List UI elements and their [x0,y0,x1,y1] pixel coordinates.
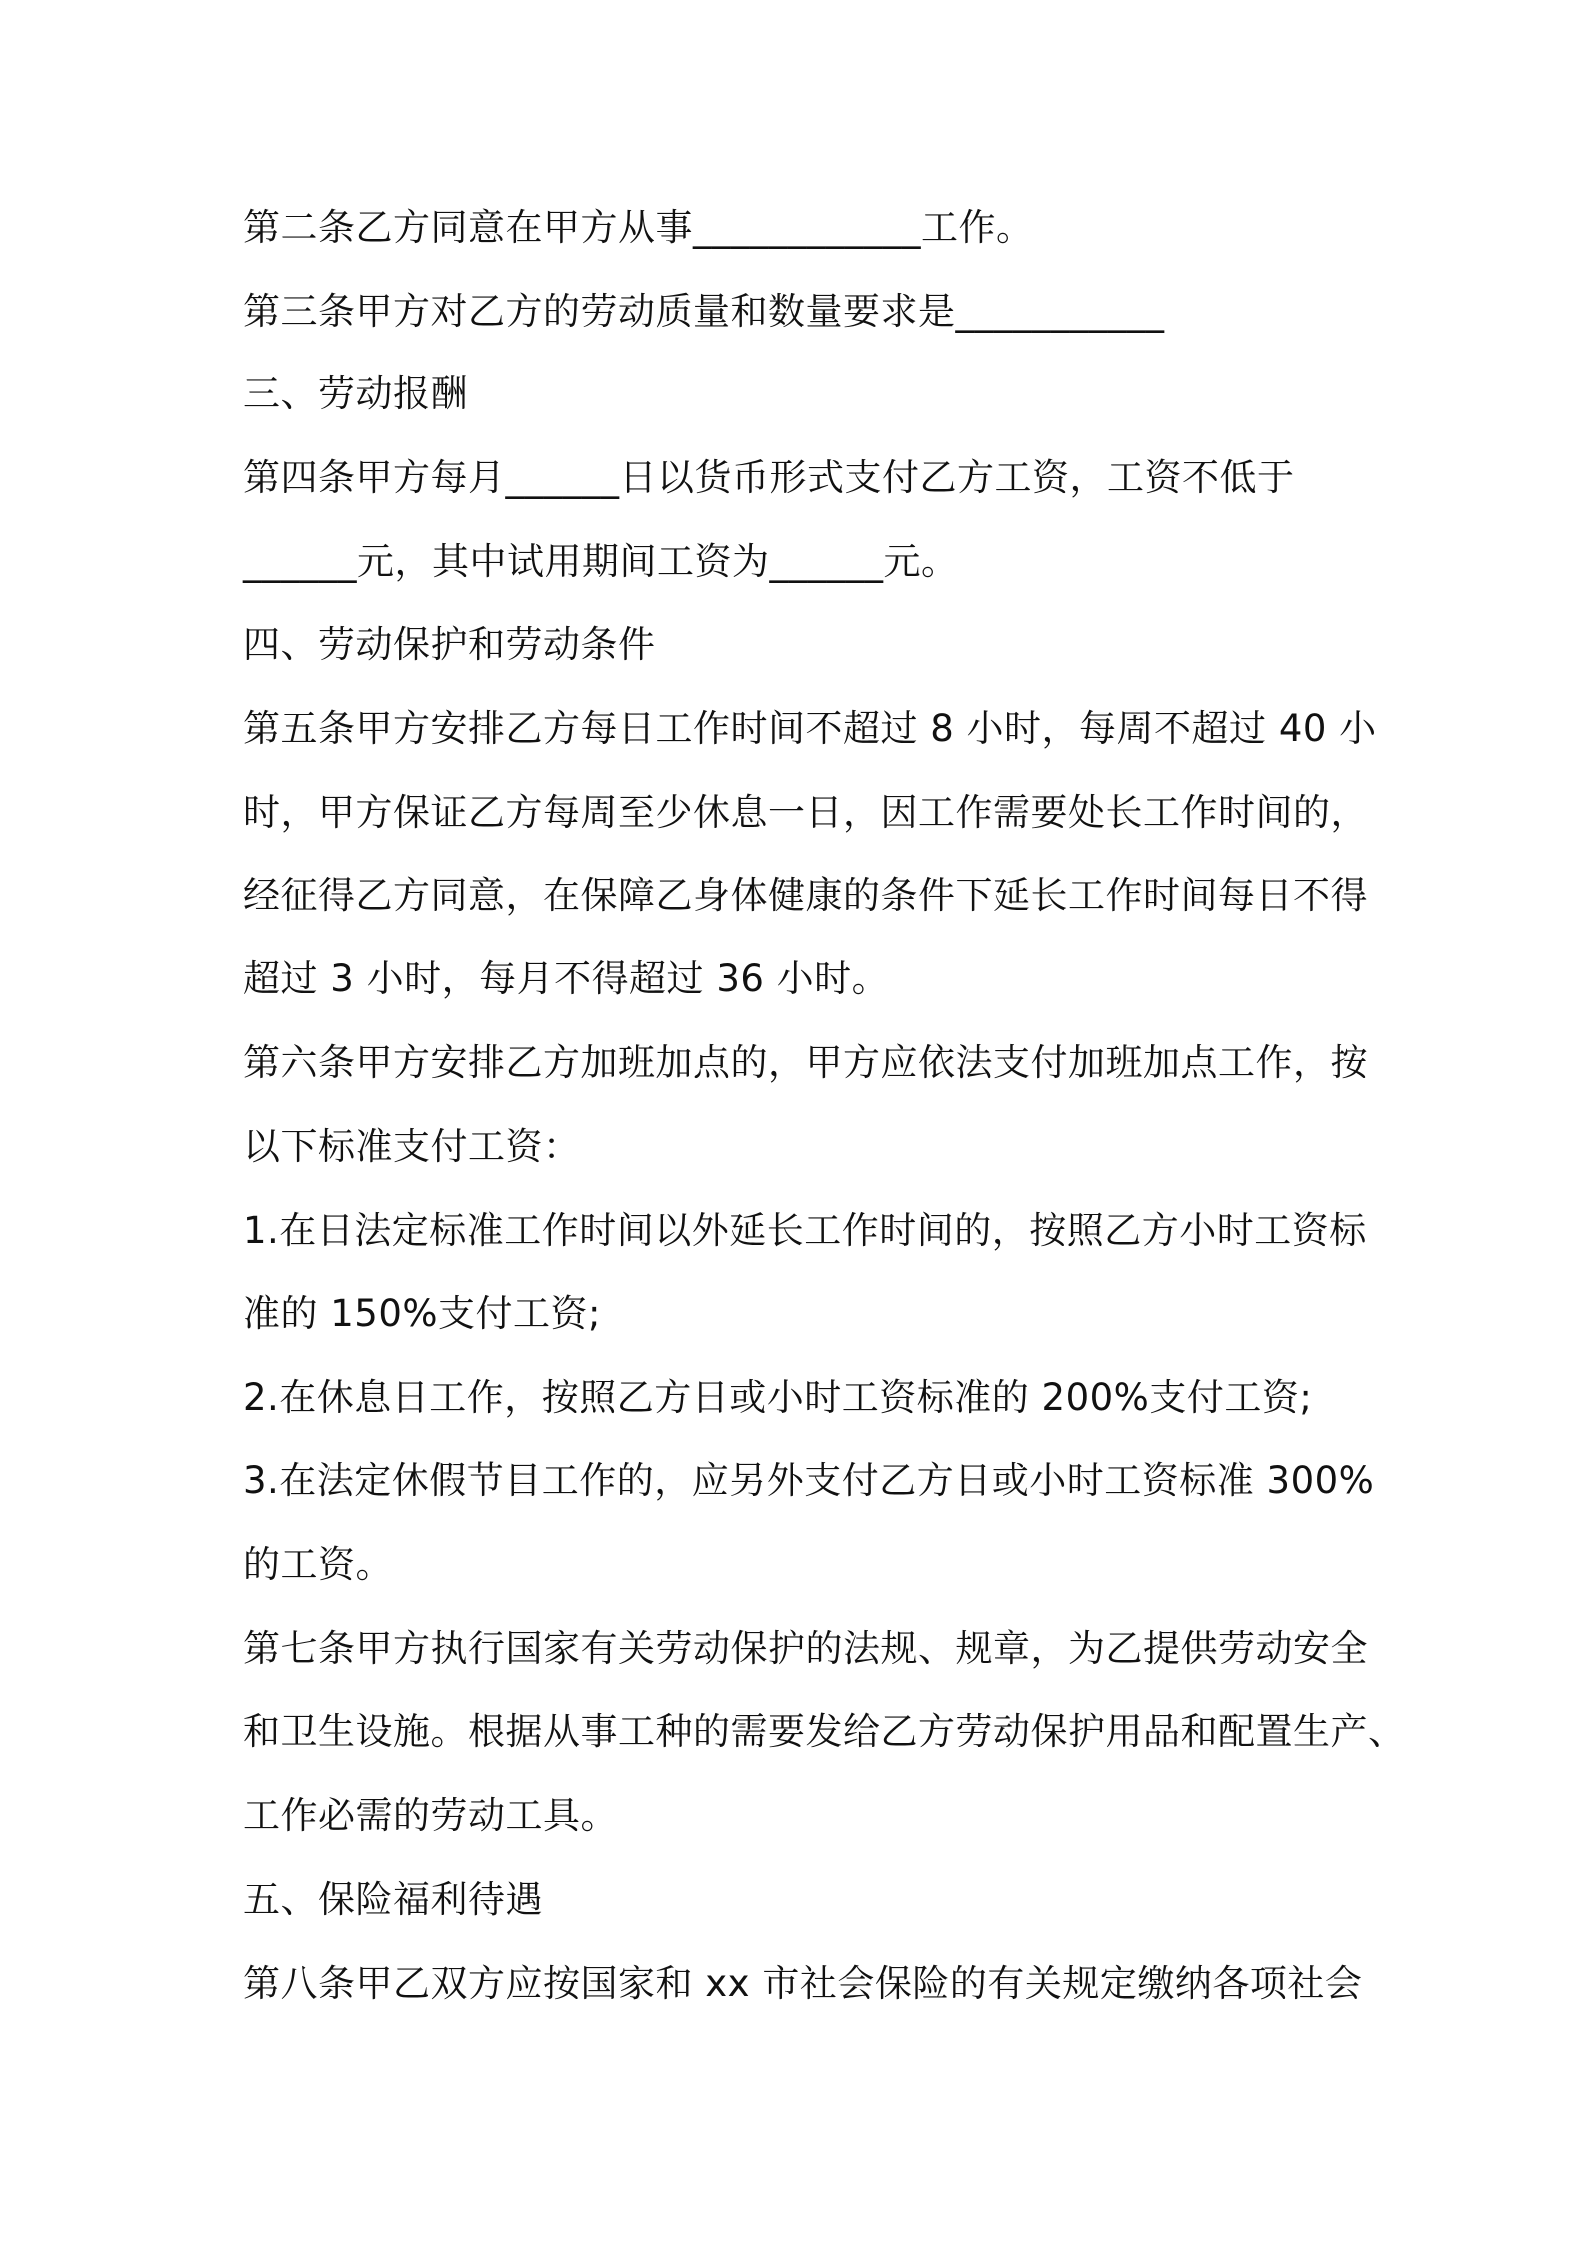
text-line: 第二条乙方同意在甲方从事____________工作。 [243,206,1034,249]
text-line: 第四条甲方每月______日以货币形式支付乙方工资，工资不低于 [243,456,1295,499]
text-line: 和卫生设施。根据从事工种的需要发给乙方劳动保护用品和配置生产、 [243,1710,1406,1753]
text-line: 超过 3 小时，每月不得超过 36 小时。 [243,957,890,1000]
text-line: 工作必需的劳动工具。 [243,1794,618,1837]
text-line: 的工资。 [243,1543,393,1586]
section-heading: 四、劳动保护和劳动条件 [243,623,656,666]
text-line: 时，甲方保证乙方每周至少休息一日，因工作需要处长工作时间的， [243,791,1368,834]
text-line: 经征得乙方同意，在保障乙身体健康的条件下延长工作时间每日不得 [243,874,1368,917]
text-line: 第八条甲乙双方应按国家和 xx 市社会保险的有关规定缴纳各项社会 [243,1962,1363,2005]
text-line: 3.在法定休假节目工作的，应另外支付乙方日或小时工资标准 300% [243,1459,1375,1502]
text-line: 第六条甲方安排乙方加班加点的，甲方应依法支付加班加点工作，按 [243,1041,1368,1084]
text-line: ______元，其中试用期间工资为______元。 [243,540,959,583]
text-line: 2.在休息日工作，按照乙方日或小时工资标准的 200%支付工资; [243,1376,1313,1419]
section-heading: 三、劳动报酬 [243,372,468,415]
section-heading: 五、保险福利待遇 [243,1878,543,1921]
text-line: 第三条甲方对乙方的劳动质量和数量要求是___________ [243,290,1165,333]
text-line: 准的 150%支付工资; [243,1292,602,1335]
text-line: 第七条甲方执行国家有关劳动保护的法规、规章，为乙提供劳动安全 [243,1627,1368,1670]
text-line: 1.在日法定标准工作时间以外延长工作时间的，按照乙方小时工资标 [243,1209,1367,1252]
text-line: 第五条甲方安排乙方每日工作时间不超过 8 小时，每周不超过 40 小 [243,707,1377,750]
text-line: 以下标准支付工资： [243,1125,581,1168]
